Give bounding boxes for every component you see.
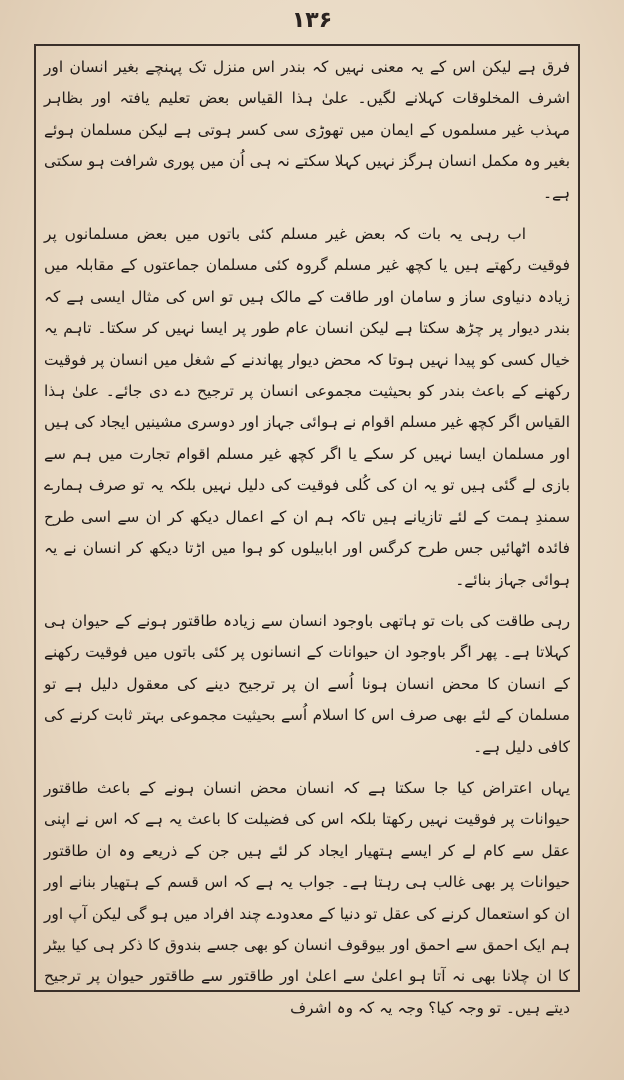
- paragraph-3: رہی طاقت کی بات تو ہاتھی باوجود انسان سے زیادہ طاقتور ہونے کے حیوان ہی کہلاتا ہے۔ پھر اگر باوجود ان حیوانات کے انسانوں پر کئی باتوں میں فوقیت رکھنے کے انسان کا محض انسان ہونا اُسے ان پر ترجیح دینے کی معقول دلیل ہے تو مسلمان کے لئے بھی صرف اس کا اسلام اُسے بحیثیت مجموعی بہتر ثابت کرنے کی کافی دلیل ہے۔: [44, 611, 570, 756]
- text-frame: [34, 44, 580, 1017]
- paragraph-1: فرق ہے لیکن اس کے یہ معنی نہیں کہ بندر اس منزل تک پہنچے بغیر انسان اور اشرف المخلوقات کہلانے لگیں۔ علیٰ ہذا القیاس بعض تعلیم یافتہ اور بظاہر مہذب غیر مسلموں کے ایمان میں تھوڑی سی کسر ہوتی ہے لیکن مسلمان ہوئے بغیر وہ مکمل انسان ہرگز نہیں کہلا سکتے نہ ہی اُن میں پوری شرافت ہو سکتی ہے۔: [44, 58, 570, 202]
- page-number: ۱۳۶: [291, 8, 333, 33]
- paragraph-4: یہاں اعتراض کیا جا سکتا ہے کہ انسان محض انسان ہونے کے باعث طاقتور حیوانات پر فوقیت نہیں رکھتا بلکہ اس کی فضیلت کا باعث یہ ہے کہ اس نے اپنی عقل سے کام لے کر ایسے ہتھیار ایجاد کر لئے ہیں جن کے ذریعے وہ ان طاقتور حیوانات پر بھی غالب ہی رہتا ہے۔ جواب یہ ہے کہ اس قسم کے ہتھیار بنانے اور ان کو استعمال کرنے کی عقل تو دنیا کے معدودے چند افراد میں ہو گی لیکن آپ اور ہم ایک احمق سے احمق اور بیوقوف انسان کو بھی جسے بندوق کا ذکر ہی کیا بیٹر کا ان چلانا بھی نہ آتا ہو اعلیٰ سے اعلیٰ اور طاقتور سے طاقتور حیوان پر ترجیح دیتے ہیں۔ تو وجہ کیا؟ وجہ یہ کہ وہ اشرف: [44, 778, 570, 1017]
- paragraph-2: اب رہی یہ بات کہ بعض غیر مسلم کئی باتوں میں بعض مسلمانوں پر فوقیت رکھتے ہیں یا کچھ غیر مسلم گروہ کئی مسلمان جماعتوں کے مقابلہ میں زیادہ دنیاوی ساز و سامان اور طاقت کے مالک ہیں تو اس کی مثال ایسی ہے کہ بندر دیوار پر چڑھ سکتا ہے لیکن انسان عام طور پر ایسا نہیں کر سکتا۔ تاہم یہ خیال کسی کو پیدا نہیں ہوتا کہ محض دیوار پھاندنے کے شغل میں انسان پر فوقیت رکھنے کے باعث بندر کو بحیثیت مجموعی انسان پر ترجیح دے دی جائے۔ علیٰ ہذا القیاس اگر کچھ غیر مسلم اقوام نے ہوائی جہاز اور دوسری مشینیں ایجاد کی ہیں اور مسلمان ایسا نہیں کر سکے یا اگر کچھ غیر مسلم اقوام تجارت میں ہم سے بازی لے گئی ہیں تو یہ ان کی کُلی فوقیت کی دلیل نہیں بلکہ یہ تو صرف ہمارے سمندِ ہمت کے لئے تازیانے ہیں تاکہ ہم ان کے اعمال دیکھ کر ان سے اسی طرح فائدہ اٹھائیں جس طرح کرگس اور ابابیلوں کو ہوا میں اڑتا دیکھ کر انسان نے یہ ہوائی جہاز بنائے۔: [44, 225, 570, 589]
- body-text: [44, 52, 570, 1024]
